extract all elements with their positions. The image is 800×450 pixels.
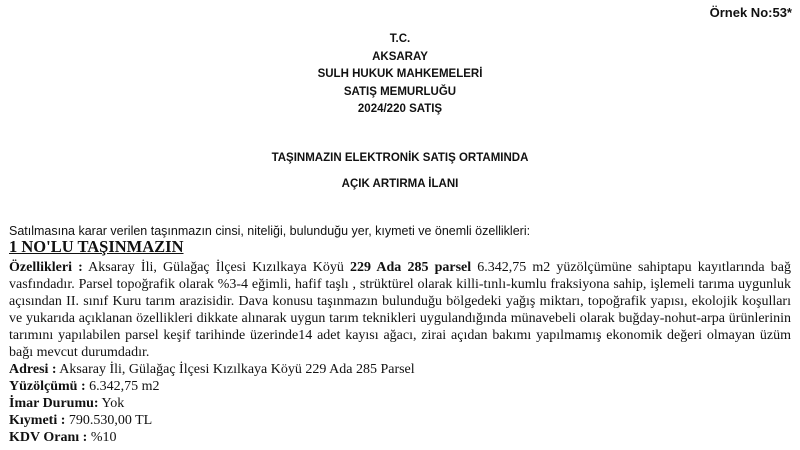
value-row [9,412,791,429]
vat-label: KDV Oranı : [9,430,88,445]
intro-text: Satılmasına karar verilen taşınmazın cinsi, niteliği, bulunduğu yer, kıymeti ve önemli özellikleri: [9,224,531,238]
zoning-label: İmar Durumu: [9,396,99,411]
vat-row [9,429,791,446]
header-line-court: SULH HUKUK MAHKEMELERİ [317,68,483,80]
court-header [0,31,800,119]
features-text-start: Aksaray İli, Gülağaç İlçesi Kızılkaya Köyü [82,260,351,275]
address-row [9,361,791,378]
features-label: Özellikleri : [9,260,83,275]
area-value: 6.342,75 m2 [85,379,160,394]
zoning-value: Yok [98,396,125,411]
zoning-row [9,395,791,412]
value-label: Kıymeti : [9,413,66,428]
notice-title-line1: TAŞINMAZIN ELEKTRONİK SATIŞ ORTAMINDA [271,152,529,164]
area-label: Yüzölçümü : [9,379,86,394]
property-heading: 1 NO'LU TAŞINMAZIN [9,237,184,256]
features-text-rest: 6.342,75 m2 yüzölçümüne sahiptapu kayıtlarında bağ vasfındadır. Parsel topoğrafik olarak %3-4 eğimli, hafif taşlı , strüktürel olarak killi-tınlı-kumlu fraksiyona sahip, işlemeli tarıma uygunluk açısından II. sınıf Kuru tarım arazisidir. Dava konusu taşınmazın bulunduğu bölgedeki yağış miktarı, topoğrafik yapısı, ekolojik koşulları ve yukarıda açıklanan özellikleri dikkate alınarak uygun tarım teknikleri uygulandığında münavebeli olarak buğday-nohut-arpa ürünlerinin tarımını yapılabilen parsel keşif tarihinde üzerinde14 adet kayısı ağacı, zirai açıdan bakımı yapılmamış ekonomik değeri olmayan üzüm bağı mevcut durumdadır. [9,260,791,360]
notice-title-line2: AÇIK ARTIRMA İLANI [341,178,459,190]
area-row [9,378,791,395]
header-line-country: T.C. [389,33,411,45]
value-amount: 790.530,00 TL [65,413,153,428]
header-line-case-number: 2024/220 SATIŞ [357,103,443,115]
address-value: Aksaray İli, Gülağaç İlçesi Kızılkaya Köyü 229 Ada 285 Parsel [56,362,415,377]
features-paragraph [9,259,791,361]
vat-value: %10 [87,430,117,445]
property-details [9,259,791,446]
header-line-office: SATIŞ MEMURLUĞU [343,85,457,98]
address-label: Adresi : [9,362,57,377]
parcel-bold: 229 Ada 285 parsel [350,260,472,275]
header-line-city: AKSARAY [372,50,428,63]
sample-number: Örnek No:53* [709,5,792,20]
